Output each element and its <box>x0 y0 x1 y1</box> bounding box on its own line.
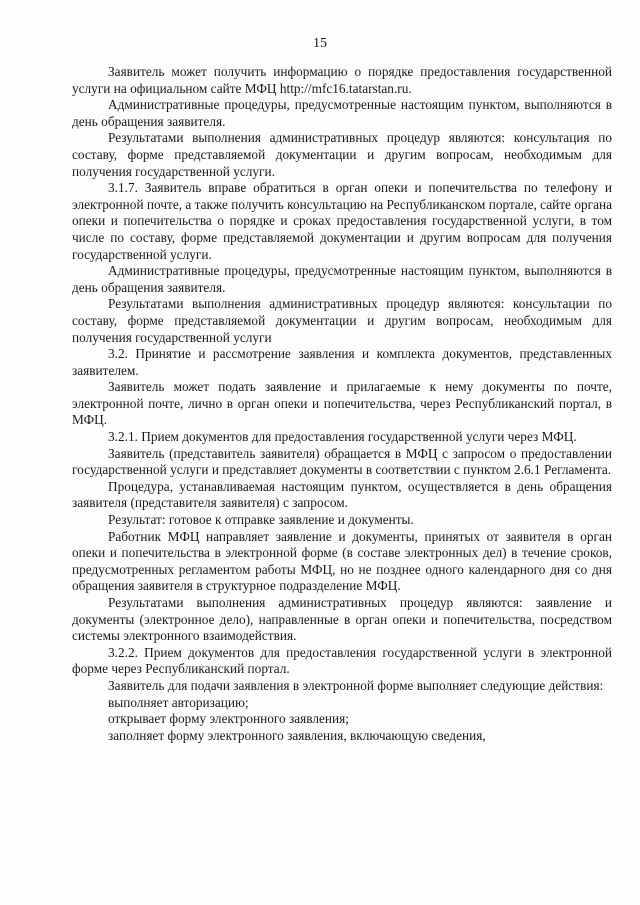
paragraph-mfc-worker: Работник МФЦ направляет заявление и документы, принятых от заявителя в орган опеки и попечительства в электронной форме (в составе электронных дел) в течение сроков, предусмотренных регламентом работы МФЦ, но не позднее одного календарного дня со дня обращения заявителя в структурное подразделение МФЦ. <box>72 528 612 594</box>
section-heading-3-2: 3.2. Принятие и рассмотрение заявления и комплекта документов, представленных заявителем. <box>72 346 612 378</box>
section-heading-3-2-2: 3.2.2. Прием документов для предоставления государственной услуги в электронной форме через Республиканский портал. <box>72 644 612 677</box>
paragraph-results-1: Результатами выполнения административных процедур являются: консультация по составу, форме представляемой документации и другим вопросам, необходимым для получения государственной услуги. <box>72 130 612 179</box>
paragraph-applicant-request: Заявитель (представитель заявителя) обращается в МФЦ с запросом о предоставлении государственной услуги и представляет документы в соответствии с пунктом 2.6.1 Регламента. <box>72 445 612 478</box>
paragraph-results-3: Результатами выполнения административных процедур являются: заявление и документы (электронное дело), направленные в орган опеки и попечительства, посредством системы электронного взаимодействия. <box>72 595 612 644</box>
list-item-authorization: выполняет авторизацию; <box>108 694 249 710</box>
paragraph-mfc-info: Заявитель может получить информацию о порядке предоставления государственной услуги на официальном сайте МФЦ http://mfc16.tatarstan.ru. <box>72 64 612 96</box>
paragraph-submission-methods: Заявитель может подать заявление и прилагаемые к нему документы по почте, электронной почте, лично в орган опеки и попечительства, через Республиканский портал, в МФЦ. <box>72 379 612 428</box>
list-item-fill-form: заполняет форму электронного заявления, включающую сведения, <box>108 727 486 743</box>
document-body <box>72 64 612 744</box>
section-heading-3-2-1: 3.2.1. Прием документов для предоставления государственной услуги через МФЦ. <box>108 429 577 445</box>
paragraph-3-1-7: 3.1.7. Заявитель вправе обратиться в орган опеки и попечительства по телефону и электронной почте, а также получить консультацию на Республиканском портале, сайте органа опеки и попечительства о порядке и сроках предоставления государственной услуги, в том числе по составу, форме представляемой документации и другим вопросам для получения государственной услуги. <box>72 180 612 262</box>
paragraph-admin-procedures-2: Административные процедуры, предусмотренные настоящим пунктом, выполняются в день обращения заявителя. <box>72 263 612 295</box>
paragraph-electronic-actions: Заявитель для подачи заявления в электронной форме выполняет следующие действия: <box>108 677 604 693</box>
paragraph-procedure-day: Процедура, устанавливаемая настоящим пунктом, осуществляется в день обращения заявителя (представителя заявителя) с запросом. <box>72 478 612 511</box>
paragraph-results-2: Результатами выполнения административных процедур являются: консультации по составу, форме представляемой документации и другим вопросам, необходимым для получения государственной услуги <box>72 296 612 345</box>
list-item-open-form: открывает форму электронного заявления; <box>108 711 349 727</box>
paragraph-admin-procedures-1: Административные процедуры, предусмотренные настоящим пунктом, выполняются в день обращения заявителя. <box>72 97 612 129</box>
paragraph-result-ready: Результат: готовое к отправке заявление и документы. <box>108 512 414 528</box>
page-number: 15 <box>313 36 327 51</box>
